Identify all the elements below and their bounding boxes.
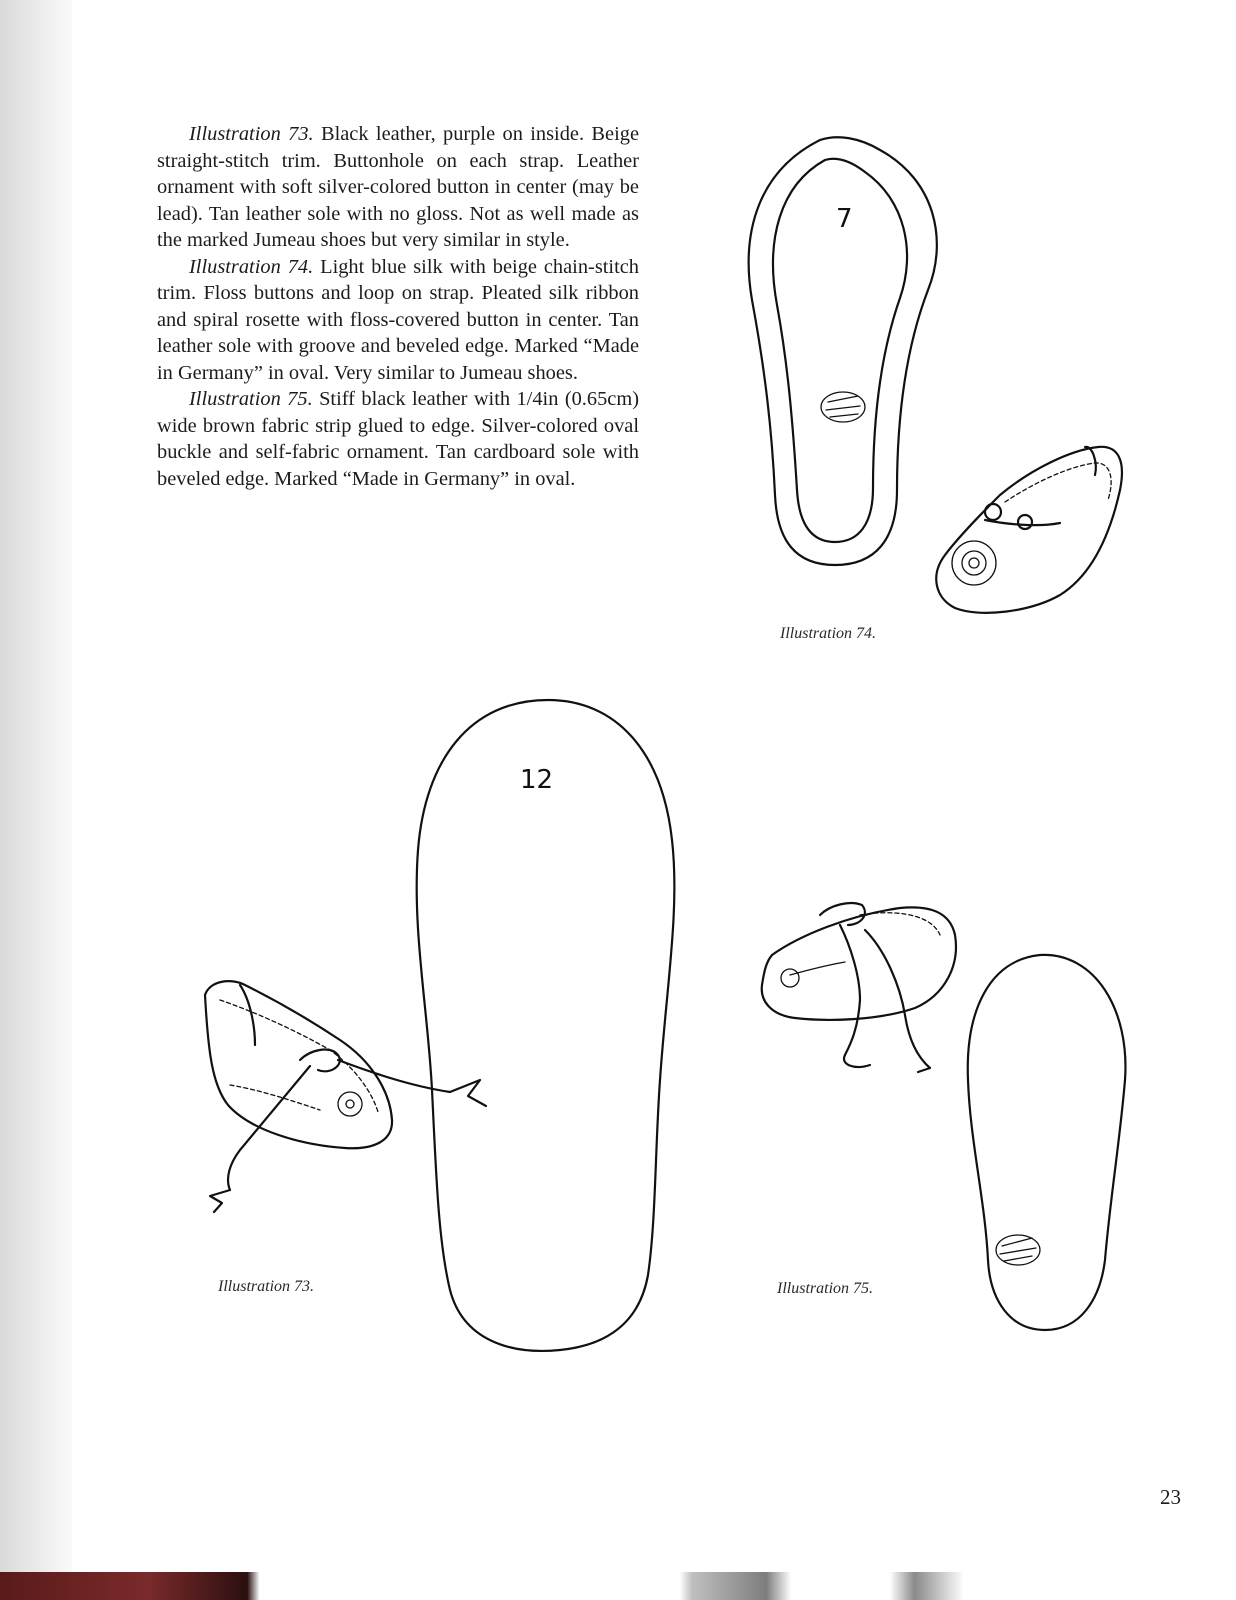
sole-size-7: 7 bbox=[836, 204, 853, 234]
illustration-75-shoe bbox=[762, 903, 956, 1072]
caption-illustration-75: Illustration 75. bbox=[777, 1280, 874, 1297]
illustration-74-shoe bbox=[936, 447, 1122, 613]
page-number: 23 bbox=[1160, 1485, 1181, 1509]
illustration-73-shoe bbox=[205, 981, 486, 1212]
caption-illustration-73: Illustration 73. bbox=[218, 1278, 315, 1295]
flower-ornament bbox=[338, 1092, 362, 1116]
illustration-73-sole bbox=[417, 700, 675, 1351]
paragraph-illustration-74: Illustration 74. Light blue silk with beige chain-stitch trim. Floss buttons and loop on strap. Pleated silk ribbon and spiral rosette with floss-covered button in center. Tan leather sole with groove and beveled edge. Marked “Made in Germany” in oval. Very similar to Jumeau shoes. bbox=[157, 255, 639, 384]
illustration-75-sole bbox=[968, 955, 1126, 1330]
caption-illustration-74: Illustration 74. bbox=[780, 625, 877, 642]
oval-buckle bbox=[781, 969, 799, 987]
scan-bottom-edge bbox=[0, 1572, 1236, 1600]
made-in-germany-stamp-75 bbox=[996, 1235, 1040, 1265]
paragraph-illustration-73: Illustration 73. Black leather, purple on inside. Beige straight-stitch trim. Buttonhole on each strap. Leather ornament with soft silver-colored button in center (may be lead). Tan leather sole with no gloss. Not as well made as the marked Jumeau shoes but very similar in style. bbox=[157, 123, 639, 251]
illustration-74-sole bbox=[749, 137, 937, 565]
rosette-ornament bbox=[952, 541, 996, 585]
paragraph-illustration-75: Illustration 75. Stiff black leather with 1/4in (0.65cm) wide brown fabric strip glued to edge. Silver-colored oval buckle and self-fabric ornament. Tan cardboard sole with beveled edge. Marked “Made in Germany” in oval. bbox=[157, 388, 639, 490]
sole-size-12: 12 bbox=[520, 765, 554, 795]
